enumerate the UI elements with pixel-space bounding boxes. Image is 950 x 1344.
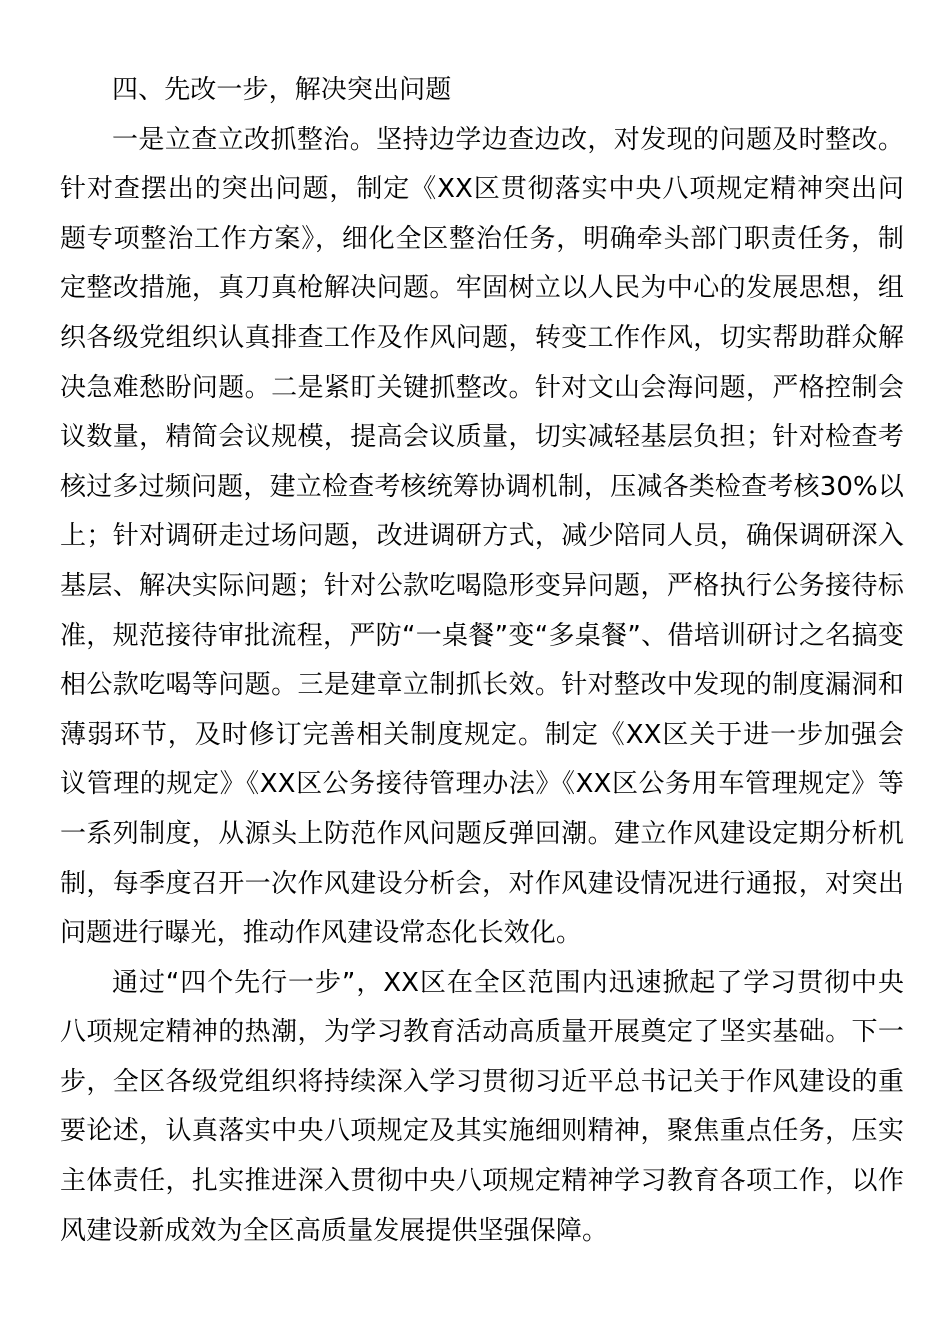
section-heading: 四、先改一步，解决突出问题 xyxy=(112,75,452,105)
paragraph-conclusion: 通过“四个先行一步”，XX区在全区范围内迅速掀起了学习贯彻中央八项规定精神的热潮，为学习教育活动高质量开展奠定了坚实基础。下一步，全区各级党组织将持续深入学习贯彻习近平总书记关于作风建设的重要论述，认真落实中央八项规定及其实施细则精神，聚焦重点任务，压实主体责任，扎实推进深入贯彻中央八项规定精神学习教育各项工作，以作风建设新成效为全区高质量发展提供坚强保障。 xyxy=(60,967,904,1246)
paragraph-rectification: 一是立查立改抓整治。坚持边学边查边改，对发现的问题及时整改。针对查摆出的突出问题，制定《XX区贯彻落实中央八项规定精神突出问题专项整治工作方案》，细化全区整治任务，明确牵头部门职责任务，制定整改措施，真刀真枪解决问题。牢固树立以人民为中心的发展思想，组织各级党组织认真排查工作及作风问题，转变工作作风，切实帮助群众解决急难愁盼问题。二是紧盯关键抓整改。针对文山会海问题，严格控制会议数量，精简会议规模，提高会议质量，切实减轻基层负担；针对检查考核过多过频问题，建立检查考核统筹协调机制，压减各类检查考核30%以上；针对调研走过场问题，改进调研方式，减少陪同人员，确保调研深入基层、解决实际问题；针对公款吃喝隐形变异问题，严格执行公务接待标准，规范接待审批流程，严防“一桌餐”变“多桌餐”、借培训研讨之名搞变相公款吃喝等问题。三是建章立制抓长效。针对整改中发现的制度漏洞和薄弱环节，及时修订完善相关制度规定。制定《XX区关于进一步加强会议管理的规定》《XX区公务接待管理办法》《XX区公务用车管理规定》等一系列制度，从源头上防范作风问题反弹回潮。建立作风建设定期分析机制，每季度召开一次作风建设分析会，对作风建设情况进行通报，对突出问题进行曝光，推动作风建设常态化长效化。 xyxy=(60,124,904,949)
document-page xyxy=(60,66,904,1256)
